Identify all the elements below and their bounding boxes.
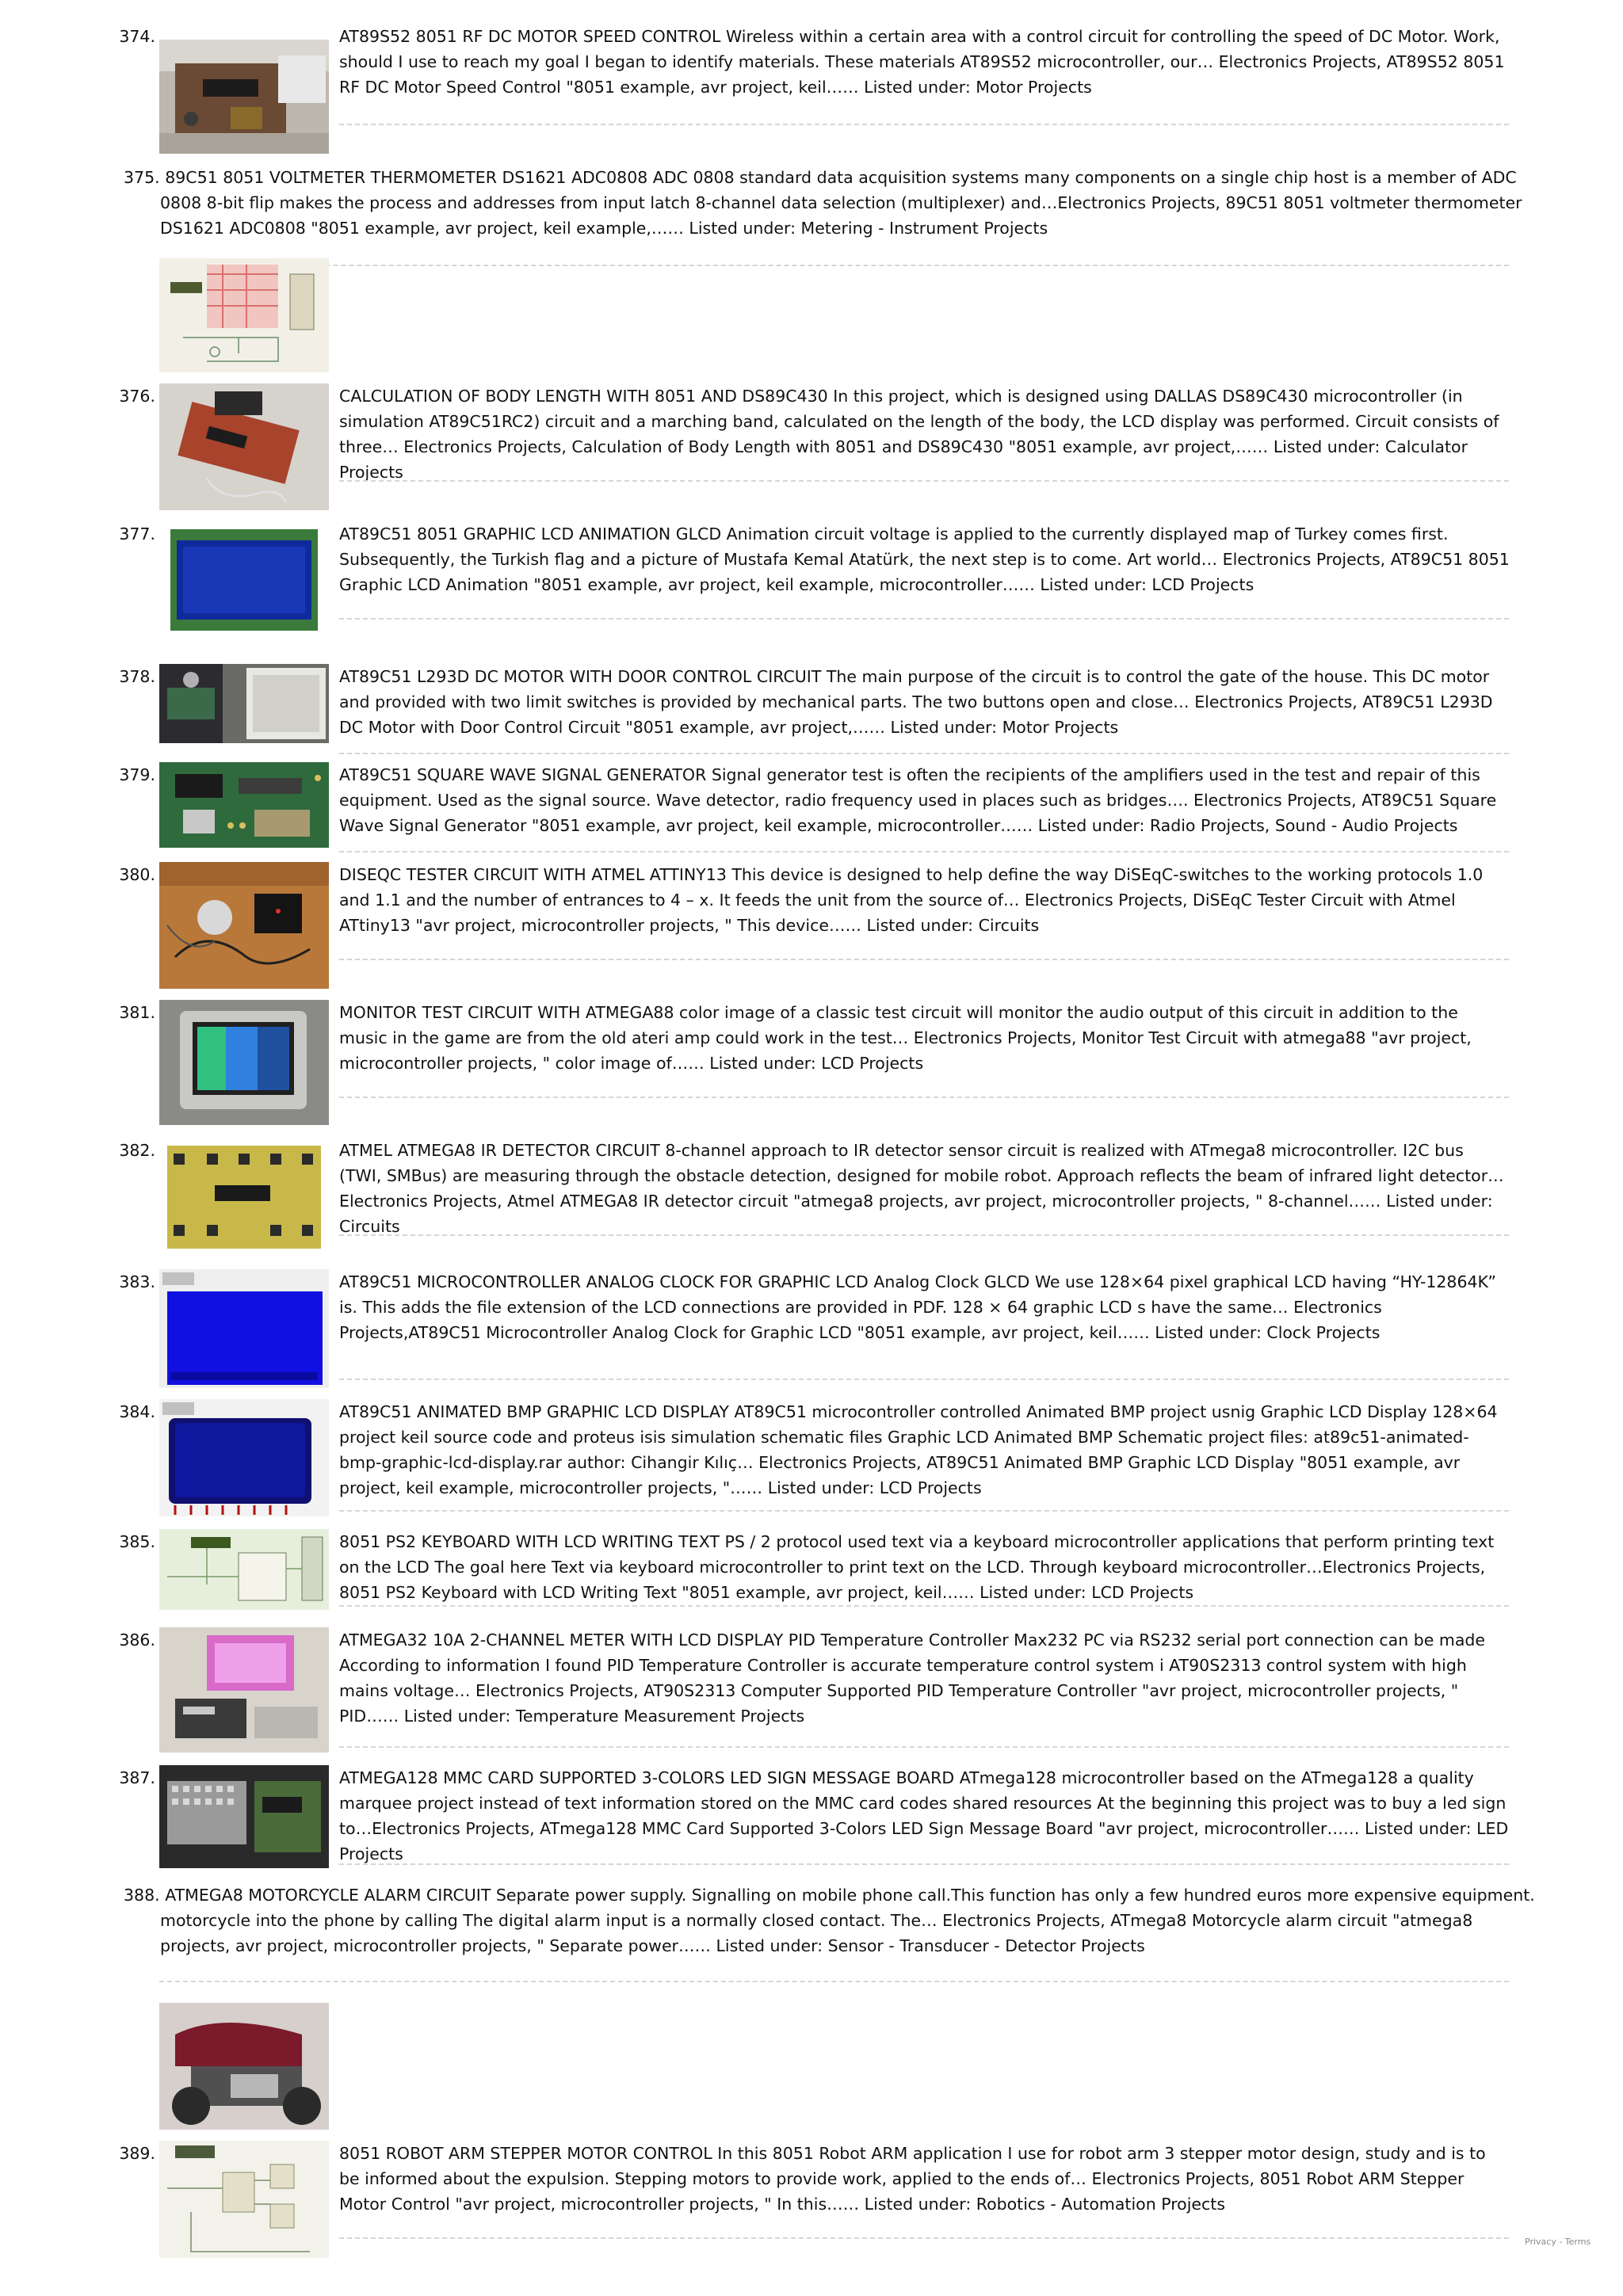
item-number: 384. xyxy=(119,1402,155,1421)
item-number: 378. xyxy=(119,667,155,686)
divider xyxy=(339,1746,1509,1748)
divider xyxy=(339,753,1509,754)
project-thumbnail[interactable] xyxy=(159,1138,329,1257)
item-description[interactable]: AT89C51 8051 GRAPHIC LCD ANIMATION GLCD Animation circuit voltage is applied to the currently displayed map of Turkey comes first. Subsequently, the Turkish flag and a picture of Mustafa Kemal Atatürk, the next step is to come. Art world… Electronics Projects, AT89C51 8051 Graphic LCD Animation "8051 example, avr project, keil example, microcontroller…… Listed under: LCD Projects xyxy=(339,524,1510,594)
item-number: 386. xyxy=(119,1630,155,1650)
item-number: 388. xyxy=(124,1886,160,1905)
project-thumbnail[interactable] xyxy=(159,664,329,743)
item-description[interactable]: AT89C51 MICROCONTROLLER ANALOG CLOCK FOR GRAPHIC LCD Analog Clock GLCD We use 128×64 pixel graphical LCD having “HY-12864K” is. This adds the file extension of the LCD connections are provided in PDF. 128 × 64 graphic LCD s have the same… Electronics Projects,AT89C51 Microcontroller Analog Clock for Graphic LCD "8051 example, avr project, keil…… Listed under: Clock Projects xyxy=(339,1272,1496,1342)
project-thumbnail[interactable] xyxy=(159,1000,329,1125)
footer-separator: - xyxy=(1556,2237,1565,2247)
item-number: 382. xyxy=(119,1141,155,1160)
divider xyxy=(159,1981,1509,1982)
item-number: 387. xyxy=(119,1768,155,1787)
item-number: 380. xyxy=(119,865,155,884)
item-description[interactable]: AT89C51 L293D DC MOTOR WITH DOOR CONTROL CIRCUIT The main purpose of the circuit is to control the gate of the house. This DC motor and provided with two limit switches is provided by mechanical parts. The two buttons open and close… Electronics Projects, AT89C51 L293D DC Motor with Door Control Circuit "8051 example, avr project,…… Listed under: Motor Projects xyxy=(339,667,1493,737)
project-thumbnail[interactable] xyxy=(159,1765,329,1868)
divider xyxy=(339,2237,1509,2239)
item-description[interactable]: ATMEL ATMEGA8 IR DETECTOR CIRCUIT 8-channel approach to IR detector sensor circuit is realized with ATmega8 microcontroller. I2C bus (TWI, SMBus) are measuring through the obstacle detection, designed for mobile robot. Approach reflects the beam of infrared light detector… Electronics Projects, Atmel ATMEGA8 IR detector circuit "atmega8 projects, avr project, microcontroller projects, " 8-channel…… Listed under: Circuits xyxy=(339,1141,1504,1236)
item-description[interactable]: CALCULATION OF BODY LENGTH WITH 8051 AND DS89C430 In this project, which is designed using DALLAS DS89C430 microcontroller (in simulation AT89C51RC2) circuit and a marching band, calculated on the length of the body, the LCD display was performed. Circuit consists of three… Electronics Projects, Calculation of Body Length with 8051 and DS89C430 "8051 example, avr project,…… Listed under: Calculator Projects xyxy=(339,387,1499,482)
divider xyxy=(339,124,1509,125)
item-description[interactable] xyxy=(124,1882,1545,1958)
item-description[interactable]: MONITOR TEST CIRCUIT WITH ATMEGA88 color image of a classic test circuit will monitor the audio output of this circuit in addition to the music in the game are from the old ateri amp could work in the test… Electronics Projects, Monitor Test Circuit with atmega88 "avr project, microcontroller projects, " color image of…… Listed under: LCD Projects xyxy=(339,1003,1472,1073)
item-number: 385. xyxy=(119,1532,155,1551)
divider xyxy=(159,265,1509,266)
divider xyxy=(339,1234,1509,1236)
project-thumbnail[interactable] xyxy=(159,2141,329,2258)
terms-link[interactable]: Terms xyxy=(1564,2237,1591,2247)
divider xyxy=(339,851,1509,852)
divider xyxy=(339,480,1509,482)
privacy-link[interactable]: Privacy xyxy=(1525,2237,1556,2247)
project-thumbnail[interactable] xyxy=(159,2003,329,2130)
project-thumbnail[interactable] xyxy=(159,383,329,510)
item-number: 379. xyxy=(119,765,155,784)
item-number: 375. xyxy=(124,168,160,187)
item-number: 383. xyxy=(119,1272,155,1291)
project-thumbnail[interactable] xyxy=(159,258,329,372)
item-number: 376. xyxy=(119,387,155,406)
item-description[interactable]: AT89C51 SQUARE WAVE SIGNAL GENERATOR Signal generator test is often the recipients of the amplifiers used in the test and repair of this equipment. Used as the signal source. Wave detector, radio frequency used in places such as bridges…. Electronics Projects, AT89C51 Square Wave Signal Generator "8051 example, avr project, keil example, microcontroller…… Listed under: Radio Projects, Sound - Audio Projects xyxy=(339,765,1497,835)
project-thumbnail[interactable] xyxy=(159,40,329,154)
item-text: ATMEGA8 MOTORCYCLE ALARM CIRCUIT Separate power supply. Signalling on mobile phone call.This function has only a few hundred euros more expensive equipment. motorcycle into the phone by calling The digital alarm input is a normally closed contact. The… Electronics Projects, ATmega8 Motorcycle alarm circuit "atmega8 projects, avr project, microcontroller projects, " Separate power…… Listed under: Sensor - Transducer - Detector Projects xyxy=(160,1886,1535,1955)
project-thumbnail[interactable] xyxy=(159,1269,329,1388)
item-number: 389. xyxy=(119,2144,155,2163)
item-description[interactable]: 8051 PS2 KEYBOARD WITH LCD WRITING TEXT PS / 2 protocol used text via a keyboard microcontroller applications that perform printing text on the LCD The goal here Text via keyboard microcontroller to print text on the LCD. Through keyboard microcontroller…Electronics Projects, 8051 PS2 Keyboard with LCD Writing Text "8051 example, avr project, keil…… Listed under: LCD Projects xyxy=(339,1532,1495,1602)
item-description[interactable]: 8051 ROBOT ARM STEPPER MOTOR CONTROL In this 8051 Robot ARM application I use for robot arm 3 stepper motor design, study and is to be informed about the expulsion. Stepping motors to provide work, applied to the ends of… Electronics Projects, 8051 Robot ARM Stepper Motor Control "avr project, microcontroller projects, " In this…… Listed under: Robotics - Automation Projects xyxy=(339,2144,1486,2214)
project-thumbnail[interactable] xyxy=(159,1529,329,1610)
project-thumbnail[interactable] xyxy=(159,762,329,848)
item-description[interactable] xyxy=(124,165,1545,241)
recaptcha-footer xyxy=(1525,2237,1591,2248)
divider xyxy=(339,959,1509,960)
project-thumbnail[interactable] xyxy=(159,862,329,989)
item-number: 377. xyxy=(119,524,155,543)
project-thumbnail[interactable] xyxy=(159,523,329,639)
project-thumbnail[interactable] xyxy=(159,1399,329,1516)
item-description[interactable]: DISEQC TESTER CIRCUIT WITH ATMEL ATTINY13 This device is designed to help define the way DiSEqC-switches to the working protocols 1.0 and 1.1 and the number of entrances to 4 – x. It feeds the unit from the source of… Electronics Projects, DiSEqC Tester Circuit with Atmel ATtiny13 "avr project, microcontroller projects, " This device…… Listed under: Circuits xyxy=(339,865,1484,935)
item-description[interactable]: AT89C51 ANIMATED BMP GRAPHIC LCD DISPLAY AT89C51 microcontroller controlled Animated BMP project usnig Graphic LCD Display 128×64 project keil source code and proteus isis simulation schematic files Graphic LCD Animated BMP Schematic project files: at89c51-animated-bmp-graphic-lcd-display.rar author: Cihangir Kılıç… Electronics Projects, AT89C51 Animated BMP Graphic LCD Display "8051 example, avr project, keil example, microcontroller projects, "…… Listed under: LCD Projects xyxy=(339,1402,1498,1497)
item-description[interactable]: ATMEGA128 MMC CARD SUPPORTED 3-COLORS LED SIGN MESSAGE BOARD ATmega128 microcontroller based on the ATmega128 a quality marquee project instead of text information stored on the MMC card codes shared resources At the beginning this project was to buy a led sign to…Electronics Projects, ATmega128 MMC Card Supported 3-Colors LED Sign Message Board "avr project, microcontroller…… Listed under: LED Projects xyxy=(339,1768,1509,1863)
item-number: 374. xyxy=(119,27,155,46)
divider xyxy=(339,1605,1509,1607)
divider xyxy=(339,1097,1509,1098)
divider xyxy=(339,1863,1509,1865)
divider xyxy=(339,618,1509,620)
divider xyxy=(339,1379,1509,1380)
item-text: 89C51 8051 VOLTMETER THERMOMETER DS1621 ADC0808 ADC 0808 standard data acquisition systems many components on a single chip host is a member of ADC 0808 8-bit flip makes the process and addresses from input latch 8-channel data selection (multiplexer) and…Electronics Projects, 89C51 8051 voltmeter thermometer DS1621 ADC0808 "8051 example, avr project, keil example,…… Listed under: Metering - Instrument Projects xyxy=(160,168,1522,238)
item-description[interactable]: ATMEGA32 10A 2-CHANNEL METER WITH LCD DISPLAY PID Temperature Controller Max232 PC via RS232 serial port connection can be made According to information I found PID Temperature Controller is accurate temperature control system i AT90S2313 control system with high mains voltage… Electronics Projects, AT90S2313 Computer Supported PID Temperature Controller "avr project, microcontroller projects, " PID…… Listed under: Temperature Measurement Projects xyxy=(339,1630,1486,1726)
item-description[interactable]: AT89S52 8051 RF DC MOTOR SPEED CONTROL Wireless within a certain area with a control circuit for controlling the speed of DC Motor. Work, should I use to reach my goal I began to identify materials. These materials AT89S52 microcontroller, our… Electronics Projects, AT89S52 8051 RF DC Motor Speed Control "8051 example, avr project, keil…… Listed under: Motor Projects xyxy=(339,27,1505,97)
item-number: 381. xyxy=(119,1003,155,1022)
divider xyxy=(339,1510,1509,1512)
project-thumbnail[interactable] xyxy=(159,1627,329,1753)
